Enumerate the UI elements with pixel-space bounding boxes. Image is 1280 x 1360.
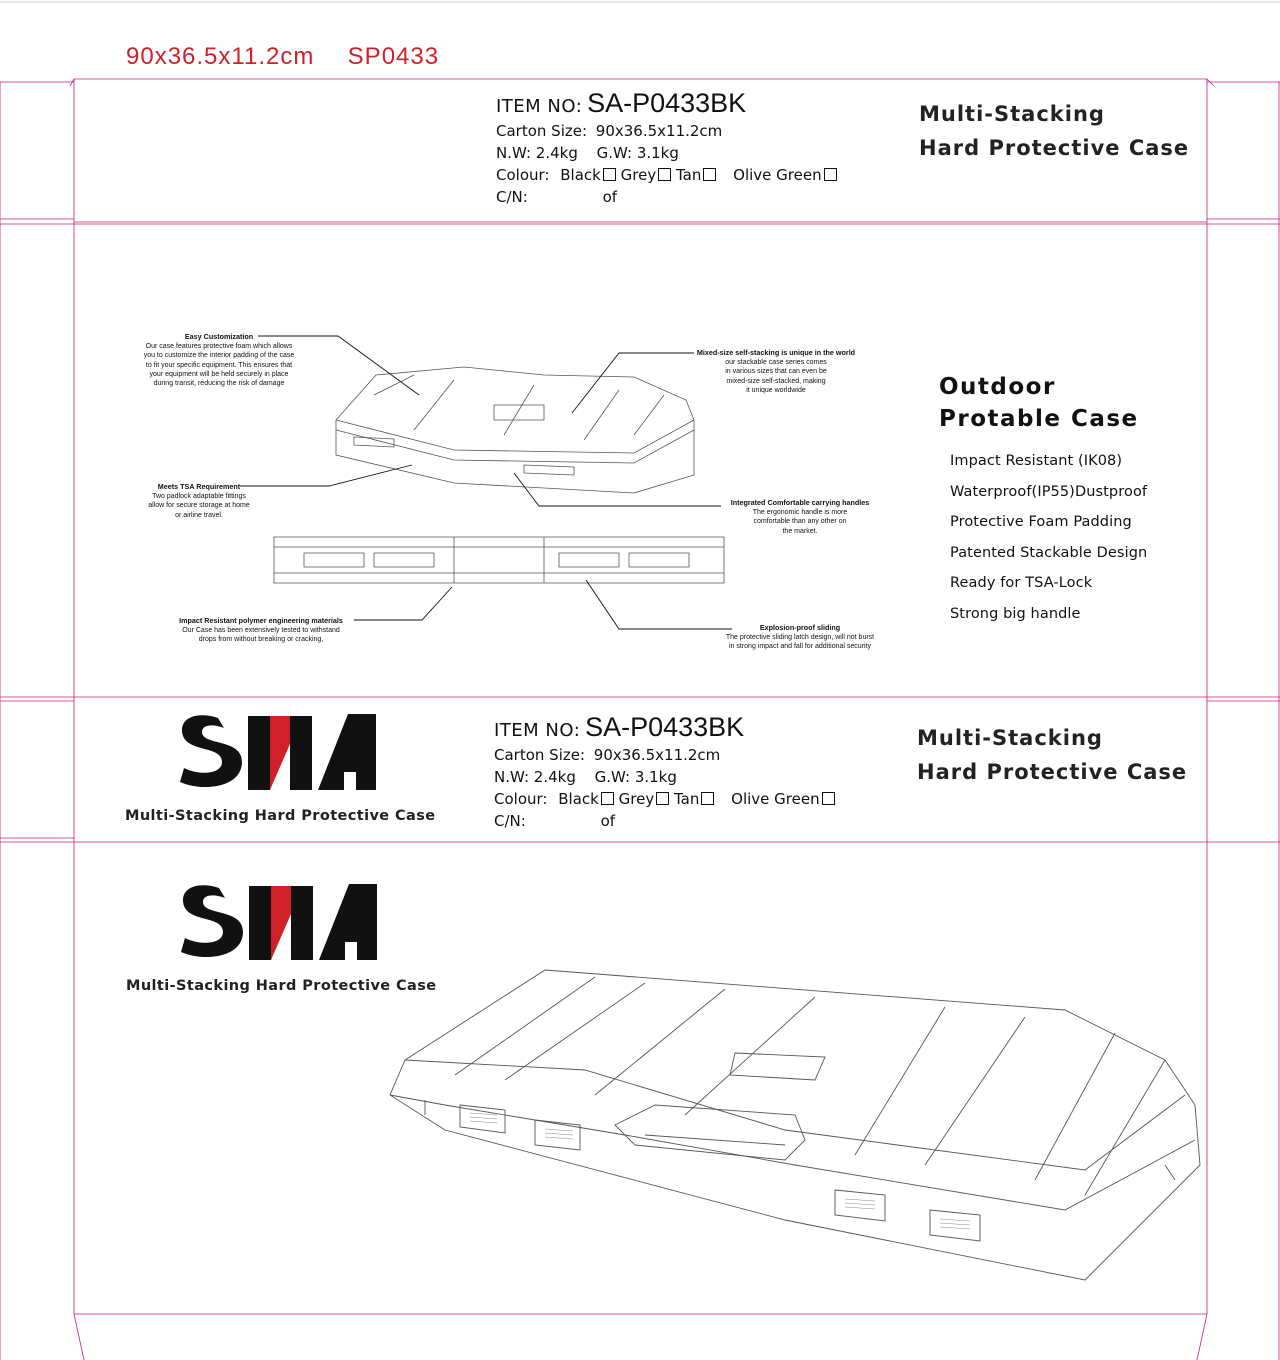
sna-logo [178, 710, 382, 792]
lower-case-outline [274, 537, 724, 583]
nw-value: 2.4kg [533, 768, 576, 786]
feature-item: Waterproof(IP55)Dustproof [950, 483, 1148, 500]
callout-handles: Integrated Comfortable carrying handles The ergonomic handle is more comfortable than any other on the market. [730, 498, 870, 535]
item-no-label: ITEM NO: [496, 96, 583, 117]
carton-size-header [126, 43, 439, 71]
colour-option-tan: Tan [676, 166, 716, 184]
of-label: of [600, 812, 616, 830]
checkbox-icon [603, 168, 616, 181]
of-label: of [602, 188, 618, 206]
side-title-line1: Multi-Stacking [919, 102, 1105, 126]
colour-label: Colour: [494, 790, 548, 808]
colour-option-black: Black [560, 166, 616, 184]
outdoor-line2: Protable Case [939, 406, 1139, 432]
item-no-value: SA-P0433BK [587, 88, 747, 118]
carton-size-value: 90x36.5x11.2cm [595, 122, 723, 140]
feature-item: Protective Foam Padding [950, 514, 1132, 531]
checkbox-icon [656, 792, 669, 805]
side-title-line2: Hard Protective Case [917, 760, 1188, 784]
cn-label: C/N: [494, 812, 526, 830]
colour-option-grey: Grey [619, 790, 670, 808]
carton-size-value: 90x36.5x11.2cm [593, 746, 721, 764]
brand-tagline: Multi-Stacking Hard Protective Case [126, 978, 437, 994]
side-title-top [919, 97, 1189, 165]
gw-value: 3.1kg [634, 768, 677, 786]
sna-logo [179, 880, 383, 962]
colour-option-olive: Olive Green [733, 166, 836, 184]
case-body-outline [390, 970, 1200, 1280]
header-code: SP0433 [347, 43, 440, 70]
carton-size-label: Carton Size: [496, 122, 588, 140]
checkbox-icon [703, 168, 716, 181]
feature-list [950, 446, 1147, 630]
colour-option-tan: Tan [674, 790, 714, 808]
colour-option-black: Black [558, 790, 614, 808]
item-info-block [494, 710, 835, 832]
side-title-bottom [917, 721, 1187, 789]
gw-label: G.W: [596, 144, 633, 162]
side-title-line2: Hard Protective Case [919, 136, 1190, 160]
cn-label: C/N: [496, 188, 528, 206]
feature-item: Strong big handle [950, 605, 1081, 622]
callout-explosion-proof: Explosion-proof sliding The protective sliding latch design, will not burst in strong impact and fall for additional security [725, 623, 875, 651]
callout-mixed-size: Mixed-size self-stacking is unique in the world our stackable case series comes in various sizes that can even be mixed-size self-stacked, making it unique worldwide [696, 348, 856, 394]
nw-label: N.W: [496, 144, 531, 162]
nw-value: 2.4kg [535, 144, 578, 162]
checkbox-icon [701, 792, 714, 805]
feature-item: Impact Resistant (IK08) [950, 453, 1123, 469]
side-title-line1: Multi-Stacking [917, 726, 1103, 750]
item-info-block [496, 86, 837, 208]
feature-item: Patented Stackable Design [950, 544, 1148, 561]
callout-tsa: Meets TSA Requirement Two padlock adaptable fittings allow for secure storage at home or airline travel. [148, 482, 250, 519]
outdoor-line1: Outdoor [939, 374, 1056, 400]
header-size: 90x36.5x11.2cm [126, 43, 315, 70]
item-no-label: ITEM NO: [494, 720, 581, 741]
gw-value: 3.1kg [636, 144, 679, 162]
gw-label: G.W: [594, 768, 631, 786]
nw-label: N.W: [494, 768, 529, 786]
callout-impact-materials: Impact Resistant polymer engineering materials Our Case has been extensively tested to withstand drops from without breaking or cracking, [179, 616, 343, 644]
carton-size-label: Carton Size: [494, 746, 586, 764]
checkbox-icon [824, 168, 837, 181]
outdoor-heading [939, 371, 1139, 435]
feature-item: Ready for TSA-Lock [950, 575, 1093, 592]
colour-option-olive: Olive Green [731, 790, 834, 808]
checkbox-icon [658, 168, 671, 181]
checkbox-icon [822, 792, 835, 805]
callout-easy-customization: Easy Customization Our case features protective foam which allows you to customize the interior padding of the case to fit your specific equipment. This ensures that your equipment will be held securely in place during transit, reducing the risk of damage [143, 332, 295, 388]
brand-tagline: Multi-Stacking Hard Protective Case [125, 808, 436, 824]
checkbox-icon [601, 792, 614, 805]
colour-option-grey: Grey [621, 166, 672, 184]
case-line-drawing [385, 965, 1205, 1285]
colour-label: Colour: [496, 166, 550, 184]
item-no-value: SA-P0433BK [585, 712, 745, 742]
